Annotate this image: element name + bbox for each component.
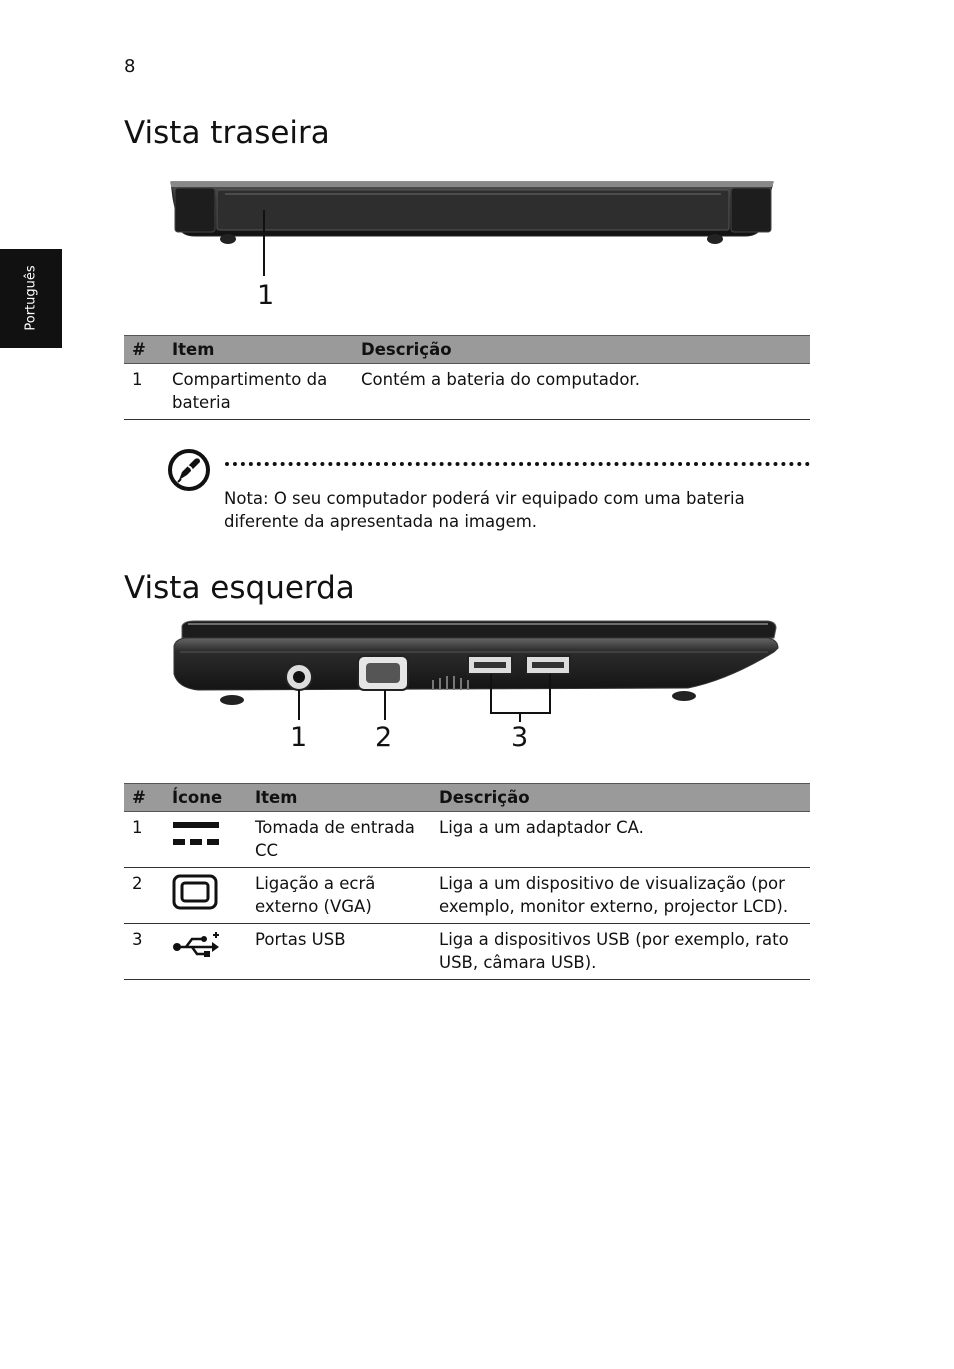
table-row	[124, 812, 810, 868]
laptop-left-illustration	[168, 618, 782, 708]
laptop-rear-illustration	[165, 176, 780, 248]
left-callout-1: 1	[290, 722, 308, 753]
row-description: Liga a um adaptador CA.	[431, 812, 810, 868]
vga-monitor-icon	[172, 874, 218, 910]
pen-note-icon	[167, 448, 211, 492]
row-number: 1	[124, 812, 164, 868]
rear-view-table	[124, 335, 810, 420]
left-callout-line-3	[519, 712, 521, 722]
left-callout-line-2	[384, 690, 386, 720]
left-view-table	[124, 783, 810, 980]
row-number: 1	[124, 364, 164, 420]
page-number: 8	[124, 56, 136, 77]
row-description: Contém a bateria do computador.	[353, 364, 810, 420]
usb-icon	[172, 930, 220, 960]
rear-callout-line-1	[263, 210, 265, 276]
table-header-row	[124, 784, 810, 812]
left-view-heading: Vista esquerda	[124, 570, 355, 606]
table-row	[124, 868, 810, 924]
left-callout-line-1	[298, 690, 300, 720]
note-text	[224, 487, 810, 533]
row-description: Liga a um dispositivo de visualização (por exemplo, monitor externo, projector LCD).	[431, 868, 810, 924]
row-number: 3	[124, 924, 164, 980]
table-row	[124, 924, 810, 980]
col-header-icon: Ícone	[164, 784, 247, 812]
language-side-tab	[0, 249, 62, 348]
col-header-number: #	[124, 784, 164, 812]
rear-callout-1: 1	[257, 280, 275, 311]
col-header-number: #	[124, 336, 164, 364]
note-divider	[225, 462, 810, 466]
table-header-row	[124, 336, 810, 364]
row-icon-cell	[164, 812, 247, 868]
row-description: Liga a dispositivos USB (por exemplo, rato USB, câmara USB).	[431, 924, 810, 980]
table-row	[124, 364, 810, 420]
left-callout-2: 2	[375, 722, 393, 753]
note-label: Nota:	[224, 489, 269, 508]
row-icon-cell	[164, 924, 247, 980]
row-item: Compartimento da bateria	[164, 364, 353, 420]
left-callout-line-3a	[490, 674, 492, 714]
row-item: Tomada de entrada CC	[247, 812, 431, 868]
left-callout-line-3b	[549, 674, 551, 714]
col-header-description: Descrição	[431, 784, 810, 812]
left-callout-3: 3	[511, 722, 529, 753]
row-number: 2	[124, 868, 164, 924]
col-header-item: Item	[164, 336, 353, 364]
dc-power-icon	[172, 819, 220, 849]
rear-view-heading: Vista traseira	[124, 115, 330, 151]
col-header-description: Descrição	[353, 336, 810, 364]
row-item: Ligação a ecrã externo (VGA)	[247, 868, 431, 924]
row-item: Portas USB	[247, 924, 431, 980]
col-header-item: Item	[247, 784, 431, 812]
side-tab-label: Português	[23, 265, 39, 331]
note-body: O seu computador poderá vir equipado com uma bateria diferente da apresentada na imagem.	[224, 489, 745, 531]
row-icon-cell	[164, 868, 247, 924]
